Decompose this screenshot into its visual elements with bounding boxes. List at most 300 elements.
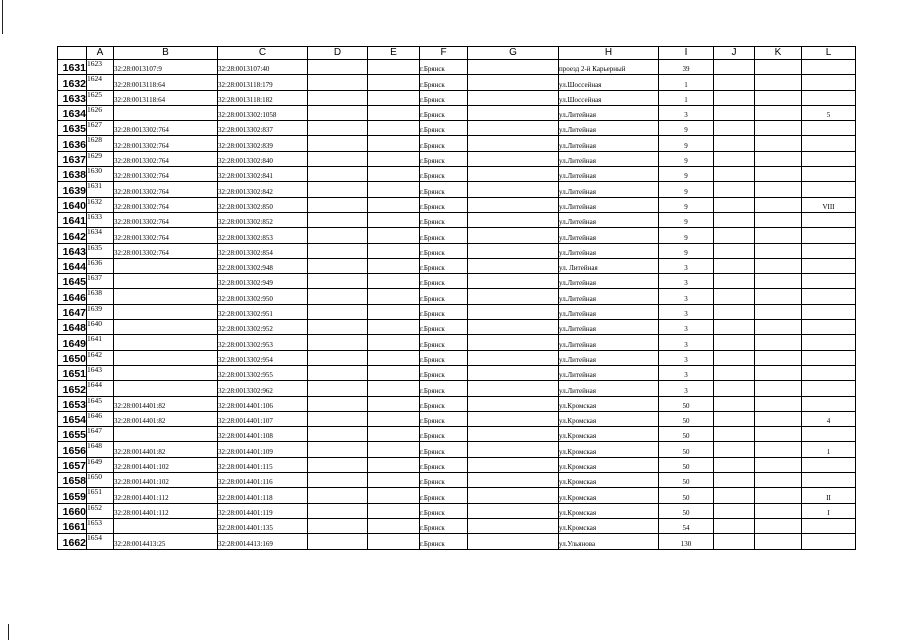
table-row <box>58 335 856 350</box>
cell-h-street: ул.Кромская <box>559 503 659 518</box>
cell-e <box>368 381 420 396</box>
cell-i-house-number: 50 <box>659 427 714 442</box>
cell-f-city: г.Брянск <box>420 289 468 304</box>
cell-i-house-number: 3 <box>659 304 714 319</box>
cell-b-parcel-number: 32:28:0014401:82 <box>114 411 218 426</box>
cell-h-street: ул.Литейная <box>559 121 659 136</box>
cell-h-street: ул.Кромская <box>559 396 659 411</box>
column-header: B <box>114 47 218 60</box>
cell-c-cadastral-number: 32:28:0013302:954 <box>218 350 308 365</box>
cell-g <box>468 258 559 273</box>
cell-a: 1641 <box>87 335 114 350</box>
cell-h-street: ул.Кромская <box>559 411 659 426</box>
cell-j <box>714 335 755 350</box>
cell-f-city: г.Брянск <box>420 320 468 335</box>
cell-e <box>368 90 420 105</box>
row-number: 1648 <box>58 320 87 335</box>
cell-b-parcel-number <box>114 320 218 335</box>
cell-l <box>802 320 856 335</box>
cell-l <box>802 136 856 151</box>
cell-f-city: г.Брянск <box>420 365 468 380</box>
cell-g <box>468 136 559 151</box>
cell-l <box>802 75 856 90</box>
table-row <box>58 427 856 442</box>
cell-l: 1 <box>802 442 856 457</box>
column-header: G <box>468 47 559 60</box>
cell-d <box>308 258 368 273</box>
cell-a: 1631 <box>87 182 114 197</box>
column-header: I <box>659 47 714 60</box>
cell-c-cadastral-number: 32:28:0014401:135 <box>218 518 308 533</box>
row-number: 1641 <box>58 212 87 227</box>
table-row <box>58 136 856 151</box>
cell-g <box>468 365 559 380</box>
cell-h-street: ул.Литейная <box>559 243 659 258</box>
cell-i-house-number: 50 <box>659 396 714 411</box>
cell-g <box>468 518 559 533</box>
cell-a: 1639 <box>87 304 114 319</box>
cell-f-city: г.Брянск <box>420 518 468 533</box>
cell-f-city: г.Брянск <box>420 258 468 273</box>
cell-c-cadastral-number: 32:28:0013302:854 <box>218 243 308 258</box>
cell-l <box>802 427 856 442</box>
cell-k <box>755 488 802 503</box>
cell-i-house-number: 50 <box>659 442 714 457</box>
cell-e <box>368 534 420 549</box>
cell-g <box>468 304 559 319</box>
cell-k <box>755 411 802 426</box>
cell-i-house-number: 39 <box>659 60 714 75</box>
cell-j <box>714 473 755 488</box>
cell-g <box>468 60 559 75</box>
cell-i-house-number: 3 <box>659 350 714 365</box>
cell-b-parcel-number: 32:28:0014401:82 <box>114 442 218 457</box>
column-header: H <box>559 47 659 60</box>
cell-d <box>308 243 368 258</box>
cell-e <box>368 396 420 411</box>
cell-a: 1628 <box>87 136 114 151</box>
row-number: 1662 <box>58 534 87 549</box>
cell-i-house-number: 50 <box>659 411 714 426</box>
cell-j <box>714 503 755 518</box>
cell-i-house-number: 9 <box>659 151 714 166</box>
column-header-row <box>58 47 856 60</box>
cell-i-house-number: 50 <box>659 473 714 488</box>
row-number: 1651 <box>58 365 87 380</box>
cell-k <box>755 473 802 488</box>
cell-j <box>714 320 755 335</box>
cell-c-cadastral-number: 32:28:0013302:839 <box>218 136 308 151</box>
cell-h-street: ул.Литейная <box>559 289 659 304</box>
table-row <box>58 212 856 227</box>
row-number: 1660 <box>58 503 87 518</box>
cell-l <box>802 350 856 365</box>
cell-a: 1654 <box>87 534 114 549</box>
cell-k <box>755 197 802 212</box>
cell-e <box>368 503 420 518</box>
cell-l <box>802 335 856 350</box>
cell-g <box>468 90 559 105</box>
row-number: 1650 <box>58 350 87 365</box>
cell-c-cadastral-number: 32:28:0014401:106 <box>218 396 308 411</box>
cell-b-parcel-number: 32:28:0013302:764 <box>114 197 218 212</box>
cell-f-city: г.Брянск <box>420 534 468 549</box>
cell-a: 1629 <box>87 151 114 166</box>
cell-h-street: ул.Литейная <box>559 304 659 319</box>
cell-b-parcel-number: 32:28:0014401:112 <box>114 503 218 518</box>
cell-k <box>755 381 802 396</box>
cell-c-cadastral-number: 32:28:0014401:107 <box>218 411 308 426</box>
cell-a: 1652 <box>87 503 114 518</box>
cell-e <box>368 136 420 151</box>
cell-j <box>714 381 755 396</box>
cell-j <box>714 228 755 243</box>
cell-j <box>714 274 755 289</box>
cell-f-city: г.Брянск <box>420 335 468 350</box>
column-header: C <box>218 47 308 60</box>
cell-j <box>714 121 755 136</box>
cell-b-parcel-number: 32:28:0014401:82 <box>114 396 218 411</box>
table-row <box>58 228 856 243</box>
cell-d <box>308 289 368 304</box>
cell-j <box>714 365 755 380</box>
cell-i-house-number: 50 <box>659 457 714 472</box>
table-row <box>58 258 856 273</box>
cell-e <box>368 473 420 488</box>
cell-d <box>308 182 368 197</box>
cell-j <box>714 182 755 197</box>
cell-b-parcel-number: 32:28:0013118:64 <box>114 90 218 105</box>
row-number: 1638 <box>58 167 87 182</box>
table-row <box>58 105 856 120</box>
cell-g <box>468 274 559 289</box>
table-row <box>58 320 856 335</box>
cell-f-city: г.Брянск <box>420 457 468 472</box>
column-header: K <box>755 47 802 60</box>
cell-l <box>802 258 856 273</box>
cell-d <box>308 411 368 426</box>
cell-a: 1644 <box>87 381 114 396</box>
cell-a: 1642 <box>87 350 114 365</box>
column-header: L <box>802 47 856 60</box>
row-number: 1655 <box>58 427 87 442</box>
cell-c-cadastral-number: 32:28:0013302:852 <box>218 212 308 227</box>
cell-h-street: ул.Литейная <box>559 167 659 182</box>
cell-i-house-number: 9 <box>659 167 714 182</box>
cell-c-cadastral-number: 32:28:0013118:182 <box>218 90 308 105</box>
cell-h-street: ул.Литейная <box>559 365 659 380</box>
cell-j <box>714 212 755 227</box>
cell-l <box>802 365 856 380</box>
row-number: 1642 <box>58 228 87 243</box>
table-row <box>58 457 856 472</box>
cell-d <box>308 105 368 120</box>
cell-g <box>468 197 559 212</box>
cell-l <box>802 60 856 75</box>
cell-e <box>368 151 420 166</box>
cell-d <box>308 121 368 136</box>
table-row <box>58 518 856 533</box>
cell-a: 1637 <box>87 274 114 289</box>
scan-edge-mark-top <box>2 0 3 34</box>
cell-h-street: проезд 2-й Карьерный <box>559 60 659 75</box>
table-row <box>58 473 856 488</box>
cell-e <box>368 289 420 304</box>
cell-c-cadastral-number: 32:28:0013302:951 <box>218 304 308 319</box>
row-number: 1657 <box>58 457 87 472</box>
cell-e <box>368 365 420 380</box>
table-row <box>58 365 856 380</box>
cell-h-street: ул.Литейная <box>559 151 659 166</box>
row-number: 1647 <box>58 304 87 319</box>
cell-g <box>468 105 559 120</box>
cell-h-street: ул.Литейная <box>559 105 659 120</box>
cell-e <box>368 60 420 75</box>
cell-f-city: г.Брянск <box>420 503 468 518</box>
cell-k <box>755 75 802 90</box>
cell-i-house-number: 50 <box>659 503 714 518</box>
cell-g <box>468 212 559 227</box>
cell-g <box>468 411 559 426</box>
cell-j <box>714 197 755 212</box>
cell-c-cadastral-number: 32:28:0014401:118 <box>218 488 308 503</box>
table-row <box>58 488 856 503</box>
cell-g <box>468 442 559 457</box>
cell-c-cadastral-number: 32:28:0013302:841 <box>218 167 308 182</box>
cell-c-cadastral-number: 32:28:0013302:948 <box>218 258 308 273</box>
cell-b-parcel-number <box>114 274 218 289</box>
cell-b-parcel-number <box>114 258 218 273</box>
cell-d <box>308 473 368 488</box>
cell-b-parcel-number: 32:28:0014401:102 <box>114 457 218 472</box>
cell-i-house-number: 3 <box>659 320 714 335</box>
cell-l <box>802 121 856 136</box>
cell-e <box>368 411 420 426</box>
table-row <box>58 121 856 136</box>
cell-d <box>308 381 368 396</box>
cell-i-house-number: 9 <box>659 243 714 258</box>
cell-e <box>368 258 420 273</box>
row-number: 1636 <box>58 136 87 151</box>
cell-a: 1653 <box>87 518 114 533</box>
cell-i-house-number: 3 <box>659 105 714 120</box>
table-row <box>58 90 856 105</box>
cell-e <box>368 212 420 227</box>
cell-a: 1625 <box>87 90 114 105</box>
cell-k <box>755 503 802 518</box>
cell-d <box>308 335 368 350</box>
cell-g <box>468 228 559 243</box>
cell-k <box>755 151 802 166</box>
cell-f-city: г.Брянск <box>420 396 468 411</box>
cell-b-parcel-number <box>114 289 218 304</box>
cell-k <box>755 304 802 319</box>
table-row <box>58 534 856 549</box>
cell-l <box>802 289 856 304</box>
cell-h-street: ул.Кромская <box>559 518 659 533</box>
cell-f-city: г.Брянск <box>420 136 468 151</box>
cell-k <box>755 243 802 258</box>
cell-g <box>468 350 559 365</box>
table-row <box>58 167 856 182</box>
cell-k <box>755 289 802 304</box>
cell-k <box>755 365 802 380</box>
cell-h-street: ул.Литейная <box>559 274 659 289</box>
cell-k <box>755 90 802 105</box>
cell-e <box>368 243 420 258</box>
cell-j <box>714 258 755 273</box>
cell-j <box>714 457 755 472</box>
cell-k <box>755 350 802 365</box>
cell-j <box>714 488 755 503</box>
cell-g <box>468 167 559 182</box>
row-number: 1632 <box>58 75 87 90</box>
row-number: 1653 <box>58 396 87 411</box>
cell-f-city: г.Брянск <box>420 197 468 212</box>
cell-d <box>308 167 368 182</box>
cell-e <box>368 228 420 243</box>
cell-d <box>308 320 368 335</box>
cell-f-city: г.Брянск <box>420 228 468 243</box>
cell-a: 1627 <box>87 121 114 136</box>
row-number: 1646 <box>58 289 87 304</box>
cell-b-parcel-number <box>114 105 218 120</box>
cell-b-parcel-number: 32:28:0013302:764 <box>114 136 218 151</box>
cell-b-parcel-number <box>114 518 218 533</box>
cell-g <box>468 534 559 549</box>
cell-j <box>714 396 755 411</box>
row-number: 1659 <box>58 488 87 503</box>
cell-l <box>802 182 856 197</box>
cell-a: 1635 <box>87 243 114 258</box>
cell-d <box>308 90 368 105</box>
cell-b-parcel-number: 32:28:0013302:764 <box>114 212 218 227</box>
cell-a: 1630 <box>87 167 114 182</box>
table-body <box>58 60 856 550</box>
cell-l <box>802 228 856 243</box>
cell-i-house-number: 1 <box>659 90 714 105</box>
cell-h-street: ул.Литейная <box>559 381 659 396</box>
cell-j <box>714 289 755 304</box>
corner-cell <box>58 47 87 60</box>
table-row <box>58 396 856 411</box>
cell-f-city: г.Брянск <box>420 274 468 289</box>
table-row <box>58 274 856 289</box>
cell-k <box>755 228 802 243</box>
cell-b-parcel-number: 32:28:0013302:764 <box>114 121 218 136</box>
cell-k <box>755 534 802 549</box>
cell-a: 1651 <box>87 488 114 503</box>
cell-f-city: г.Брянск <box>420 75 468 90</box>
cell-g <box>468 121 559 136</box>
cell-c-cadastral-number: 32:28:0013302:953 <box>218 335 308 350</box>
cell-b-parcel-number: 32:28:0013302:764 <box>114 182 218 197</box>
table-row <box>58 151 856 166</box>
cell-b-parcel-number <box>114 304 218 319</box>
cell-a: 1647 <box>87 427 114 442</box>
cell-d <box>308 274 368 289</box>
table-row <box>58 243 856 258</box>
cell-d <box>308 442 368 457</box>
cell-h-street: ул. Литейная <box>559 258 659 273</box>
table-row <box>58 197 856 212</box>
cell-k <box>755 105 802 120</box>
cell-k <box>755 320 802 335</box>
cell-k <box>755 167 802 182</box>
cell-g <box>468 473 559 488</box>
cell-c-cadastral-number: 32:28:0013302:850 <box>218 197 308 212</box>
table-row <box>58 503 856 518</box>
cell-e <box>368 427 420 442</box>
cell-e <box>368 320 420 335</box>
cell-d <box>308 212 368 227</box>
cell-i-house-number: 54 <box>659 518 714 533</box>
cell-j <box>714 304 755 319</box>
cell-k <box>755 136 802 151</box>
row-number: 1649 <box>58 335 87 350</box>
cell-d <box>308 197 368 212</box>
cell-b-parcel-number <box>114 365 218 380</box>
cell-g <box>468 335 559 350</box>
row-number: 1656 <box>58 442 87 457</box>
cell-e <box>368 182 420 197</box>
cell-b-parcel-number <box>114 381 218 396</box>
cell-c-cadastral-number: 32:28:0014401:116 <box>218 473 308 488</box>
cell-a: 1646 <box>87 411 114 426</box>
cell-l <box>802 151 856 166</box>
row-number: 1639 <box>58 182 87 197</box>
row-number: 1637 <box>58 151 87 166</box>
row-number: 1658 <box>58 473 87 488</box>
cell-e <box>368 167 420 182</box>
cell-c-cadastral-number: 32:28:0013302:1058 <box>218 105 308 120</box>
cell-f-city: г.Брянск <box>420 350 468 365</box>
cell-j <box>714 350 755 365</box>
cell-l <box>802 381 856 396</box>
cell-k <box>755 457 802 472</box>
cell-d <box>308 427 368 442</box>
cell-i-house-number: 3 <box>659 381 714 396</box>
cell-f-city: г.Брянск <box>420 121 468 136</box>
cell-c-cadastral-number: 32:28:0013302:842 <box>218 182 308 197</box>
cell-g <box>468 243 559 258</box>
cell-c-cadastral-number: 32:28:0014413:169 <box>218 534 308 549</box>
cell-f-city: г.Брянск <box>420 473 468 488</box>
cell-h-street: ул.Кромская <box>559 488 659 503</box>
cell-d <box>308 365 368 380</box>
cell-e <box>368 197 420 212</box>
cell-c-cadastral-number: 32:28:0013302:962 <box>218 381 308 396</box>
table-row <box>58 304 856 319</box>
cell-h-street: ул.Литейная <box>559 335 659 350</box>
cell-l <box>802 457 856 472</box>
cell-c-cadastral-number: 32:28:0013107:40 <box>218 60 308 75</box>
cell-a: 1643 <box>87 365 114 380</box>
cell-l: I <box>802 503 856 518</box>
cell-l <box>802 518 856 533</box>
cell-l: 5 <box>802 105 856 120</box>
cell-b-parcel-number <box>114 427 218 442</box>
cell-b-parcel-number: 32:28:0013302:764 <box>114 151 218 166</box>
cell-h-street: ул.Кромская <box>559 442 659 457</box>
cell-i-house-number: 130 <box>659 534 714 549</box>
cell-b-parcel-number: 32:28:0014401:102 <box>114 473 218 488</box>
cell-c-cadastral-number: 32:28:0013118:179 <box>218 75 308 90</box>
cell-f-city: г.Брянск <box>420 151 468 166</box>
column-header: A <box>87 47 114 60</box>
cell-f-city: г.Брянск <box>420 105 468 120</box>
cell-f-city: г.Брянск <box>420 167 468 182</box>
